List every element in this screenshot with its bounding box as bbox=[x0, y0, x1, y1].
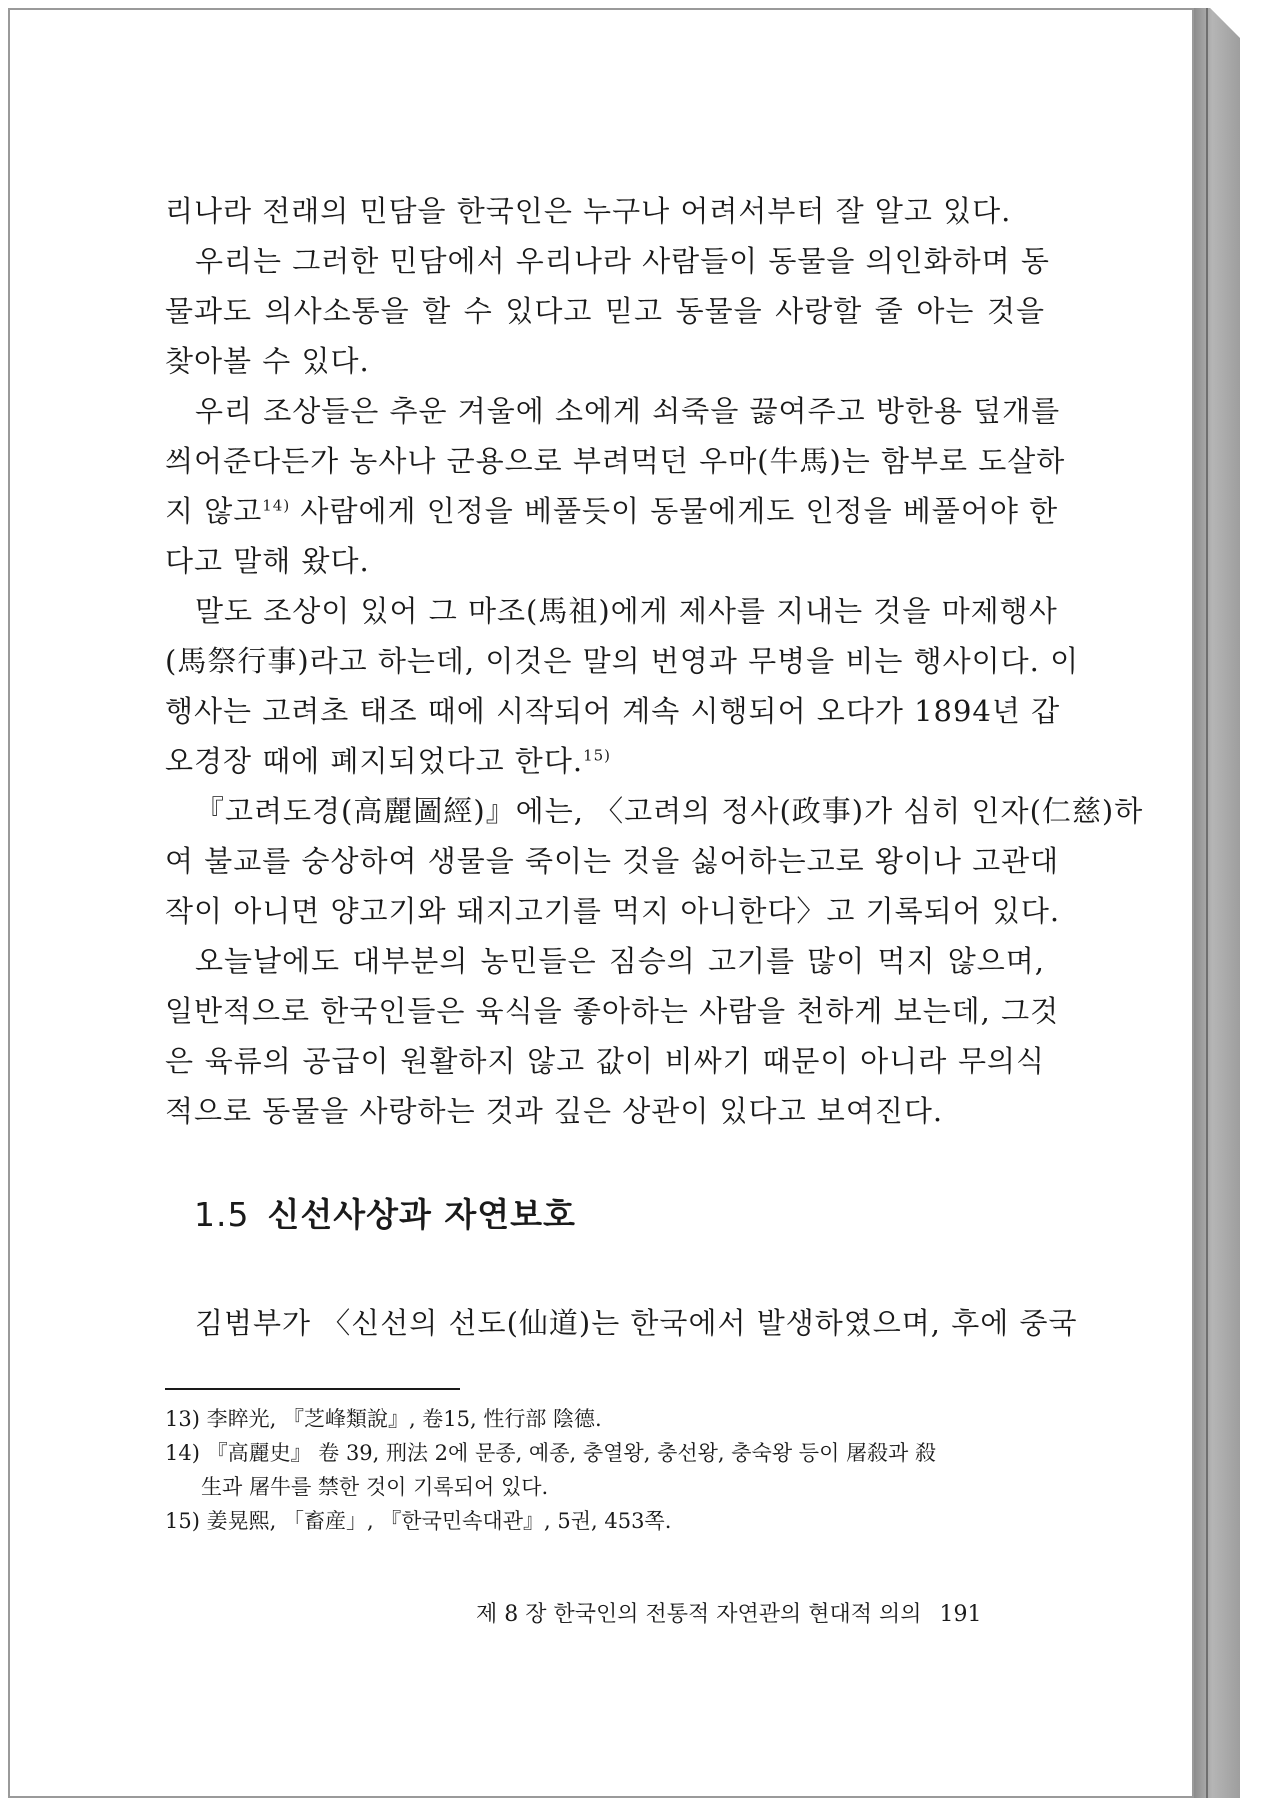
text-line: (馬祭行事)라고 하는데, 이것은 말의 번영과 무병을 비는 행사이다. 이 bbox=[165, 644, 1080, 678]
text-line-with-footnote bbox=[165, 736, 1045, 786]
text-line: 작이 아니면 양고기와 돼지고기를 먹지 아니한다〉고 기록되어 있다. bbox=[165, 894, 1061, 928]
text-line: 여 불교를 숭상하여 생물을 죽이는 것을 싫어하는고로 왕이나 고관대 bbox=[165, 844, 1060, 878]
section-first-line: 김범부가 〈신선의 선도(仙道)는 한국에서 발생하였으며, 후에 중국 bbox=[195, 1306, 1078, 1340]
chapter-title: 제 8 장 한국인의 전통적 자연관의 현대적 의의 bbox=[476, 1602, 922, 1627]
body-text bbox=[165, 186, 1144, 1136]
text-line: 씌어준다든가 농사나 군용으로 부려먹던 우마(牛馬)는 함부로 도살하 bbox=[165, 444, 1066, 478]
text-line: 찾아볼 수 있다. bbox=[165, 344, 370, 378]
footnote-13: 13) 李睟光, 『芝峰類說』, 卷15, 性行部 陰德. bbox=[165, 1407, 602, 1431]
text-line: 우리 조상들은 추운 겨울에 소에게 쇠죽을 끓여주고 방한용 덮개를 bbox=[195, 394, 1061, 428]
text-line: 오늘날에도 대부분의 농민들은 짐승의 고기를 많이 먹지 않으며, bbox=[195, 944, 1045, 978]
running-footer bbox=[476, 1598, 982, 1632]
page-edge-line bbox=[1206, 8, 1208, 1798]
text-line: 우리는 그러한 민담에서 우리나라 사람들이 동물을 의인화하며 동 bbox=[195, 244, 1050, 278]
footnote-ref-14: 14) bbox=[262, 496, 291, 515]
section-heading bbox=[194, 1190, 576, 1240]
text-line: 리나라 전래의 민담을 한국인은 누구나 어려서부터 잘 알고 있다. bbox=[165, 194, 1012, 228]
footnote-divider bbox=[165, 1388, 460, 1390]
page-number: 191 bbox=[939, 1602, 982, 1627]
text-line: 다고 말해 왔다. bbox=[165, 544, 370, 578]
text-line: 일반적으로 한국인들은 육식을 좋아하는 사람을 천하게 보는데, 그것 bbox=[165, 994, 1060, 1028]
footnotes bbox=[165, 1402, 1045, 1538]
text-segment: 사람에게 인정을 베풀듯이 동물에게도 인정을 베풀어야 한 bbox=[290, 494, 1059, 528]
text-line: 적으로 동물을 사랑하는 것과 깊은 상관이 있다고 보여진다. bbox=[165, 1094, 944, 1128]
text-line: 행사는 고려초 태조 때에 시작되어 계속 시행되어 오다가 1894년 갑 bbox=[165, 694, 1061, 728]
section-title: 신선사상과 자연보호 bbox=[267, 1195, 576, 1234]
text-segment: 오경장 때에 폐지되었다고 한다. bbox=[165, 744, 584, 778]
page-edge-shadow bbox=[1194, 8, 1240, 1798]
text-line: 물과도 의사소통을 할 수 있다고 믿고 동물을 사랑할 줄 아는 것을 bbox=[165, 294, 1045, 328]
text-line: 은 육류의 공급이 원활하지 않고 값이 비싸기 때문이 아니라 무의식 bbox=[165, 1044, 1045, 1078]
section-number: 1.5 bbox=[194, 1195, 250, 1234]
text-segment: 지 않고 bbox=[165, 494, 263, 528]
footnote-14-continued: 生과 屠牛를 禁한 것이 기록되어 있다. bbox=[201, 1475, 549, 1499]
footnote-15: 15) 姜晃熙, 「畜産」, 『한국민속대관』, 5권, 453쪽. bbox=[165, 1509, 672, 1533]
footnote-ref-15: 15) bbox=[583, 746, 612, 765]
text-line: 『고려도경(高麗圖經)』에는, 〈고려의 정사(政事)가 심히 인자(仁慈)하 bbox=[195, 794, 1144, 828]
text-line: 말도 조상이 있어 그 마조(馬祖)에게 제사를 지내는 것을 마제행사 bbox=[195, 594, 1058, 628]
text-line-with-footnote bbox=[165, 486, 1059, 536]
footnote-14: 14) 『高麗史』 卷 39, 刑法 2에 문종, 예종, 충열왕, 충선왕, 충숙왕 등이 屠殺과 殺 bbox=[165, 1441, 937, 1465]
